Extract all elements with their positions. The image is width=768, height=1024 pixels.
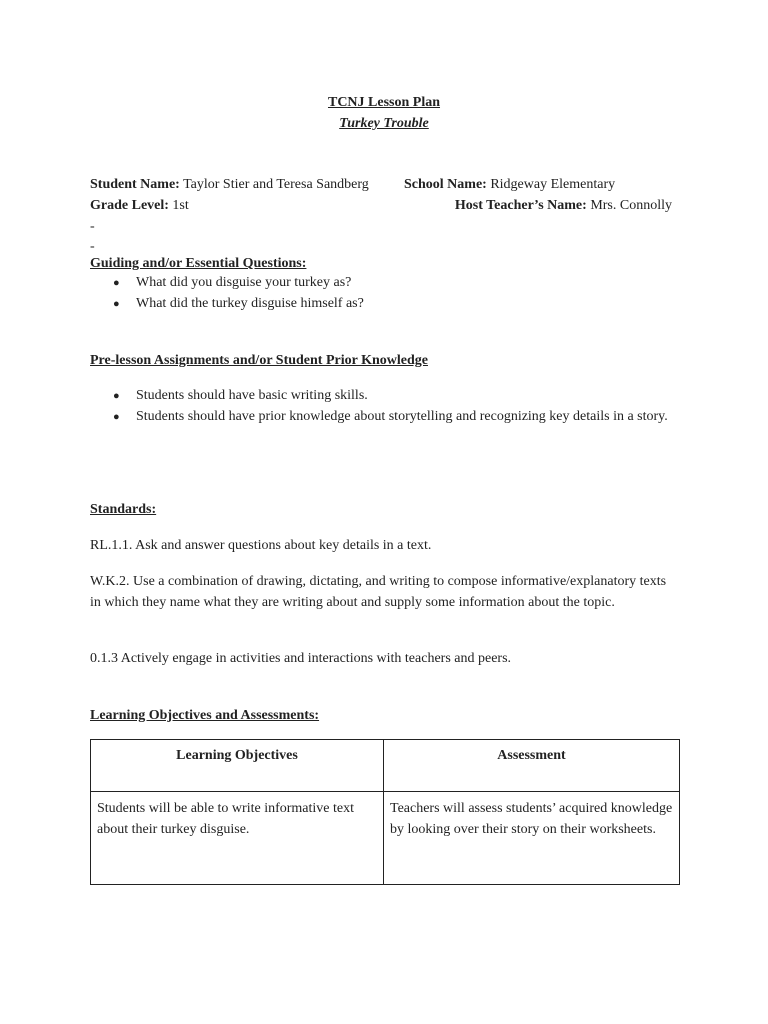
document-subtitle: Turkey Trouble bbox=[339, 116, 429, 131]
document-title: TCNJ Lesson Plan bbox=[327, 95, 441, 110]
guiding-questions-list bbox=[90, 273, 680, 314]
bullet-icon: ● bbox=[113, 277, 120, 289]
host-teacher-line bbox=[455, 197, 672, 215]
dash-marker-2: - bbox=[90, 239, 95, 254]
grade-level-line bbox=[90, 197, 189, 215]
table-header-learning-objectives: Learning Objectives bbox=[91, 740, 384, 792]
standards-heading: Standards: bbox=[90, 502, 157, 517]
table-cell-objective: Students will be able to write informative text about their turkey disguise. bbox=[91, 792, 384, 885]
host-teacher-value: Mrs. Connolly bbox=[590, 198, 672, 213]
student-name-value: Taylor Stier and Teresa Sandberg bbox=[183, 177, 369, 192]
standard-rl-1-1: RL.1.1. Ask and answer questions about key details in a text. bbox=[90, 538, 432, 553]
grade-level-value: 1st bbox=[172, 198, 189, 213]
school-name-line bbox=[404, 176, 615, 194]
bullet-icon: ● bbox=[113, 410, 120, 423]
table-header-row bbox=[91, 740, 680, 792]
standard-w-k-2: W.K.2. Use a combination of drawing, dictating, and writing to compose informative/explanatory texts in which they name what they are writing about and supply some information about the topic. bbox=[90, 574, 667, 610]
objectives-table bbox=[90, 739, 680, 885]
host-teacher-label: Host Teacher’s Name: bbox=[454, 198, 587, 213]
guiding-questions-heading: Guiding and/or Essential Questions: bbox=[90, 256, 307, 271]
list-item: ● What did you disguise your turkey as? bbox=[90, 273, 680, 294]
table-header-assessment: Assessment bbox=[384, 740, 680, 792]
prelesson-list bbox=[90, 386, 680, 427]
list-item: ● Students should have basic writing skills. bbox=[90, 386, 680, 407]
prelesson-heading: Pre-lesson Assignments and/or Student Prior Knowledge bbox=[90, 353, 428, 368]
table-cell-assessment: Teachers will assess students’ acquired knowledge by looking over their story on their worksheets. bbox=[384, 792, 680, 885]
school-name-label: School Name: bbox=[404, 177, 487, 192]
bullet-icon: ● bbox=[113, 297, 120, 310]
table-row bbox=[91, 792, 680, 885]
student-name-label: Student Name: bbox=[90, 177, 180, 192]
grade-level-label: Grade Level: bbox=[90, 198, 169, 213]
list-item: ● Students should have prior knowledge about storytelling and recognizing key details in a story. bbox=[90, 407, 680, 428]
bullet-icon: ● bbox=[113, 390, 120, 402]
objectives-heading: Learning Objectives and Assessments: bbox=[90, 708, 320, 723]
student-name-line bbox=[90, 176, 369, 194]
list-item: ● What did the turkey disguise himself as? bbox=[90, 294, 680, 315]
dash-marker-1: - bbox=[90, 219, 95, 234]
standard-0-1-3: 0.1.3 Actively engage in activities and interactions with teachers and peers. bbox=[90, 651, 512, 666]
school-name-value: Ridgeway Elementary bbox=[490, 177, 616, 192]
